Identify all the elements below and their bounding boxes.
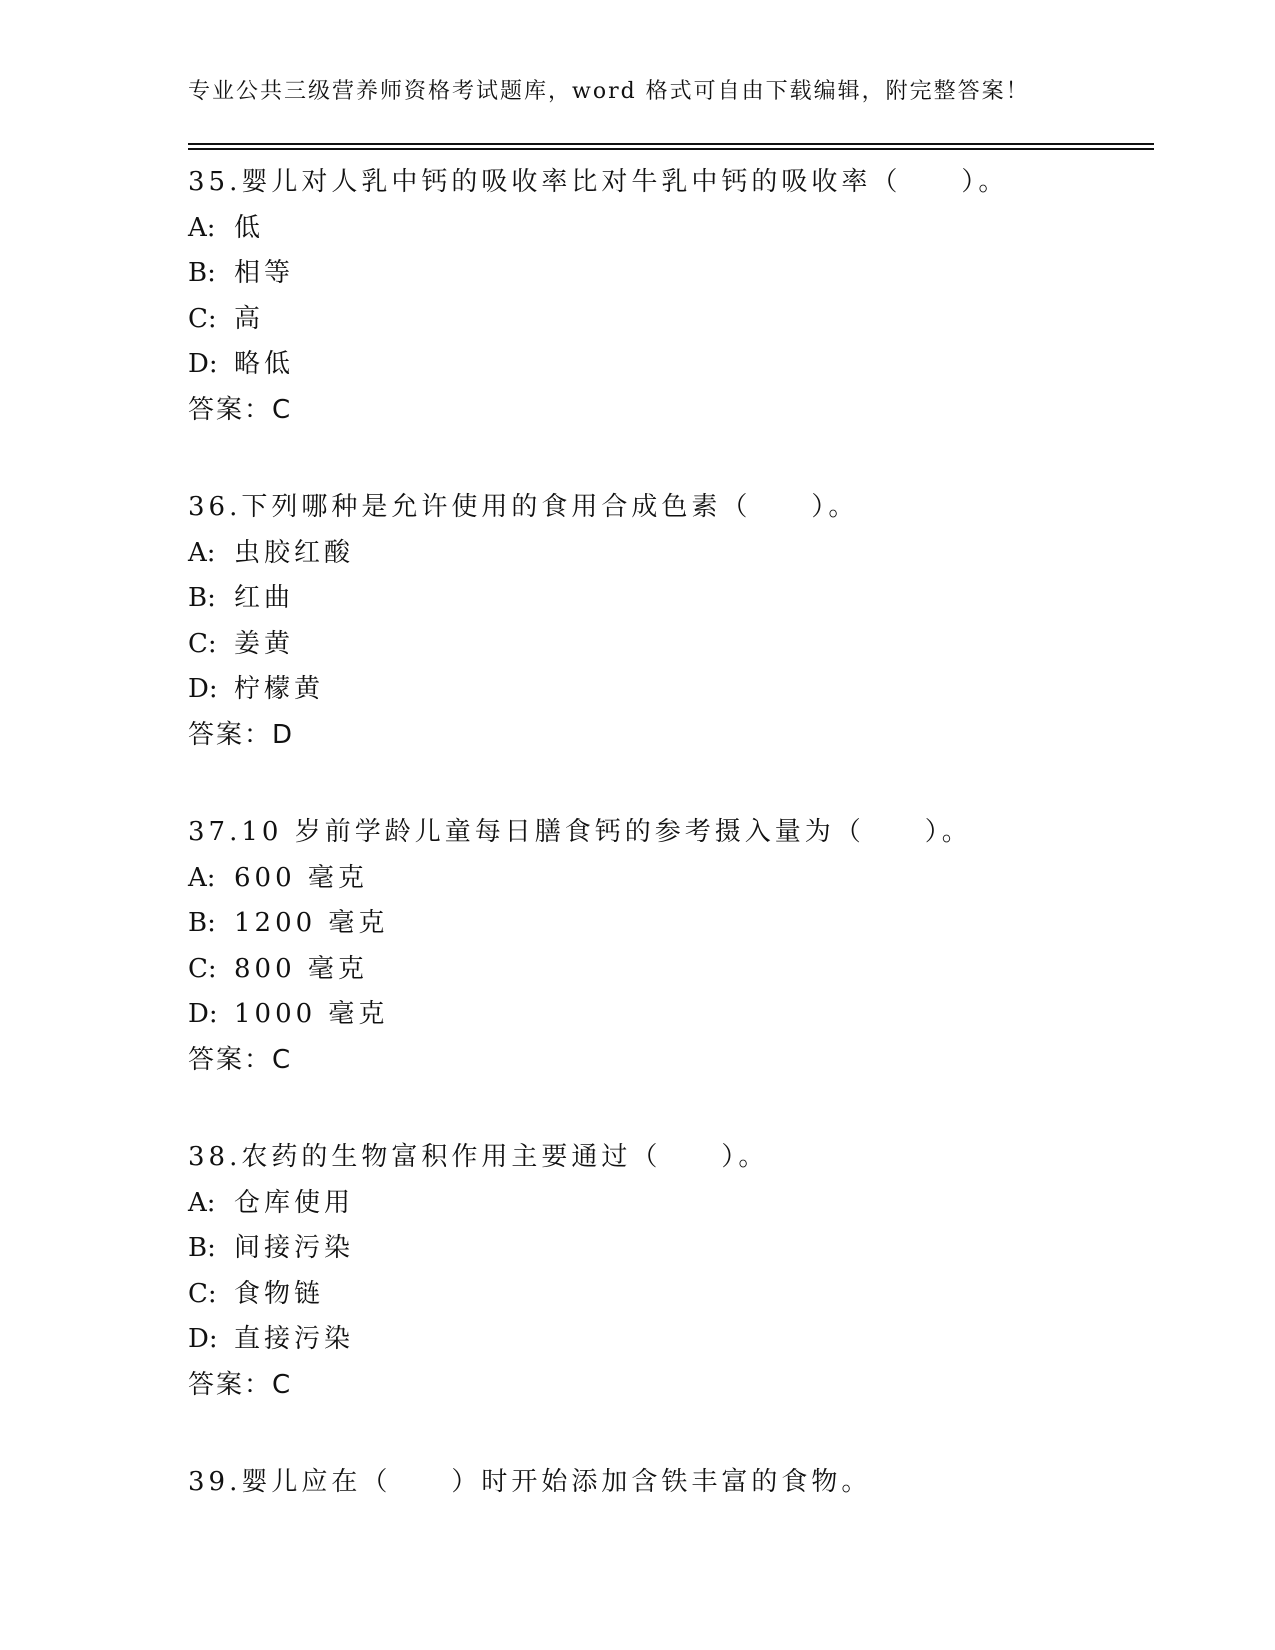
answer-line: 答案：C xyxy=(188,1044,293,1075)
option-text: 相等 xyxy=(234,258,295,288)
option-b xyxy=(188,251,1154,297)
option-letter: C: xyxy=(188,303,217,334)
option-b xyxy=(188,576,1154,622)
option-letter: C: xyxy=(188,953,217,984)
question-stem: 36.下列哪种是允许使用的食用合成色素（ ）。 xyxy=(188,492,859,522)
option-letter: B: xyxy=(188,583,216,613)
option-a xyxy=(188,1181,1154,1227)
question-38 xyxy=(188,1135,1154,1408)
option-letter: C: xyxy=(188,628,217,659)
option-text: 1200 毫克 xyxy=(234,908,389,938)
option-text: 800 毫克 xyxy=(234,953,368,984)
option-d xyxy=(188,1317,1154,1363)
option-a xyxy=(188,856,1154,902)
option-letter: A: xyxy=(188,1187,216,1218)
option-a xyxy=(188,531,1154,577)
question-stem: 37.10 岁前学龄儿童每日膳食钙的参考摄入量为（ ）。 xyxy=(188,817,972,847)
question-36 xyxy=(188,485,1154,758)
option-text: 1000 毫克 xyxy=(234,999,389,1029)
option-letter: A: xyxy=(188,537,216,568)
option-c xyxy=(188,1272,1154,1318)
option-c xyxy=(188,297,1154,343)
option-letter: D: xyxy=(188,999,218,1029)
option-letter: A: xyxy=(188,212,216,243)
question-stem: 35.婴儿对人乳中钙的吸收率比对牛乳中钙的吸收率（ ）。 xyxy=(188,167,1009,197)
option-b xyxy=(188,901,1154,947)
option-d xyxy=(188,342,1154,388)
option-letter: B: xyxy=(188,908,216,938)
option-c xyxy=(188,947,1154,993)
option-text: 姜黄 xyxy=(234,628,295,659)
option-a xyxy=(188,206,1154,252)
option-letter: B: xyxy=(188,1233,216,1263)
option-d xyxy=(188,992,1154,1038)
option-letter: C: xyxy=(188,1278,217,1309)
option-text: 直接污染 xyxy=(234,1324,355,1354)
page-header: 专业公共三级营养师资格考试题库，word 格式可自由下载编辑，附完整答案！ xyxy=(188,79,1030,104)
option-text: 仓库使用 xyxy=(234,1187,355,1218)
question-39 xyxy=(188,1460,1154,1506)
header-rule xyxy=(188,143,1154,145)
option-text: 低 xyxy=(234,212,265,243)
option-text: 红曲 xyxy=(234,583,295,613)
option-text: 虫胶红酸 xyxy=(234,537,355,568)
header-rule-secondary xyxy=(188,148,1154,150)
option-text: 柠檬黄 xyxy=(234,674,325,704)
option-letter: D: xyxy=(188,674,218,704)
question-37 xyxy=(188,810,1154,1083)
question-stem: 38.农药的生物富积作用主要通过（ ）。 xyxy=(188,1142,769,1172)
question-stem: 39.婴儿应在（ ）时开始添加含铁丰富的食物。 xyxy=(188,1467,872,1497)
option-letter: B: xyxy=(188,258,216,288)
option-text: 食物链 xyxy=(234,1278,325,1309)
option-letter: D: xyxy=(188,349,218,379)
option-text: 600 毫克 xyxy=(234,862,368,893)
option-text: 高 xyxy=(234,303,265,334)
question-list xyxy=(188,160,1154,1558)
option-b xyxy=(188,1226,1154,1272)
option-letter: A: xyxy=(188,862,216,893)
answer-line: 答案：C xyxy=(188,394,293,425)
option-letter: D: xyxy=(188,1324,218,1354)
question-35 xyxy=(188,160,1154,433)
option-d xyxy=(188,667,1154,713)
option-c xyxy=(188,622,1154,668)
option-text: 略低 xyxy=(234,349,295,379)
option-text: 间接污染 xyxy=(234,1233,355,1263)
answer-line: 答案：C xyxy=(188,1369,293,1400)
answer-line: 答案：D xyxy=(188,719,295,750)
